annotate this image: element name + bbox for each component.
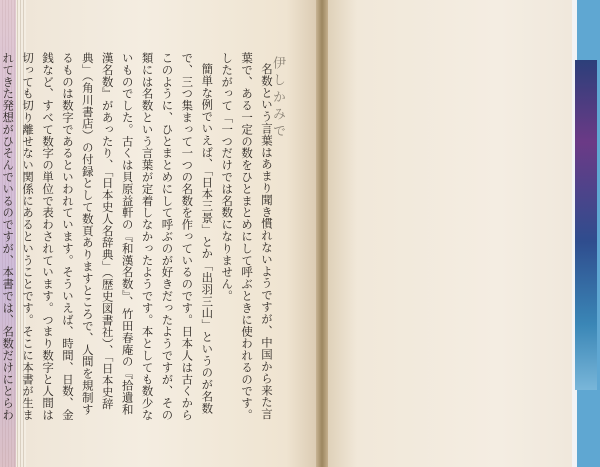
vertical-text-body <box>1 52 276 424</box>
right-page-blank <box>328 0 572 467</box>
book-gutter <box>316 0 328 467</box>
cover-edge <box>572 0 600 467</box>
pencil-annotation: 伊しかみで <box>270 56 285 141</box>
paragraph-2: 簡単な例でいえば、「日本三景」とか「出羽三山」というのが名数で、三つ集まって一つの名数を作っているのです。日本人は古くからこのように、ひとまとめにして呼ぶのが好きだったようですが、その類には名数という言葉が定着しなかったようです。本としても数少ないものでした。古くは貝原益軒の『和漢名数』、竹田春庵の『拾遺和漢名数』があったり、「日本史人名辞典」（歴史図書社）、「日本史辞典」（角川書店）の付録として数頁ありますところで、人間を規制するものは数字であるといわれています。そういえば、時間、日数、金銭など、すべて数字の単位で表わされています。つまり数字と人間は切っても切り離せない関係にあるということです。そこに本書が生まれてきた発想がひそんでいるのですが、本書では、名数だけにとらわ <box>1 52 215 421</box>
paragraph-1: 名数という言葉はあまり聞き慣れないようですが、中国から来た言葉で、ある一定の数をひとまとめにして呼ぶときに使われるのです。したがって「一つだけでは名数になりません。 <box>220 52 274 421</box>
cover-art-band <box>575 60 597 390</box>
